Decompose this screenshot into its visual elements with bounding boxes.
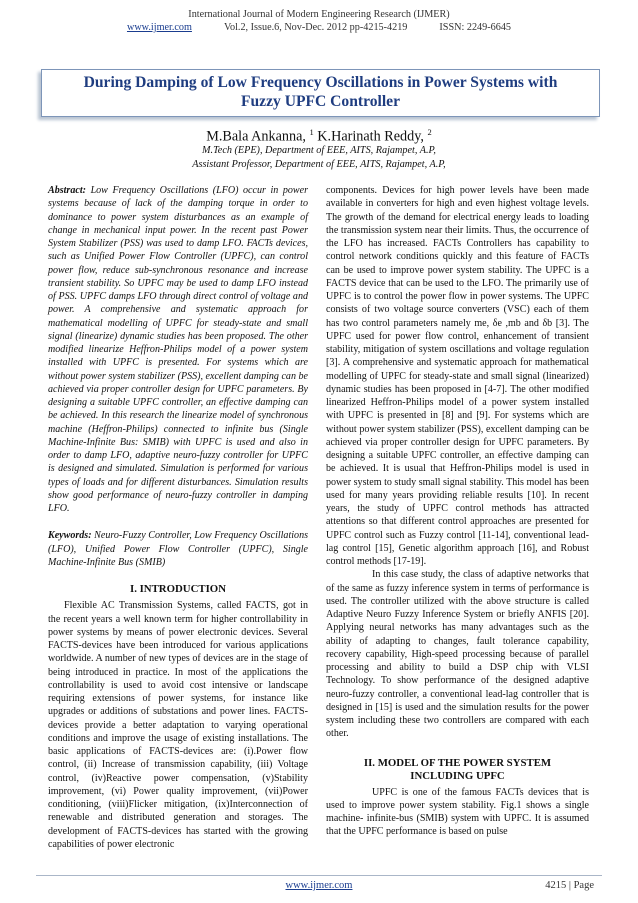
- left-column: [48, 184, 308, 851]
- page-footer: [0, 880, 638, 894]
- author-list: [0, 124, 638, 146]
- case-study-paragraph: In this case study, the class of adaptive networks that of the same as fuzzy inference system in terms of performance is used. The controller utilized with the above structure is called Adaptive Neuro Fuzzy Inference System or briefly ANFIS [20]. Applying neural networks has many advantages such as the ability of adapting to changes, fault tolerance capability, recovery capability, High-speed processing because of parallel processing and ability to build a DSP chip with VLSI Technology. To show performance of the designed adaptive neuro-fuzzy controller, a conventional lead-lag controller that is designed in [15] is used and the simulation results for the power system including these two controllers are compared with each other.: [326, 569, 589, 740]
- page-number: 4215 | Page: [545, 880, 594, 891]
- author-1: M.Bala Ankanna,: [206, 128, 306, 145]
- keywords-label: Keywords:: [48, 530, 92, 542]
- title-line-2: Fuzzy UPFC Controller: [240, 93, 401, 110]
- section-2-heading-line-1: II. MODEL OF THE POWER SYSTEM: [363, 756, 552, 769]
- keywords: [48, 529, 308, 569]
- affiliations: [0, 144, 638, 171]
- paper-title-box: [41, 69, 600, 117]
- affiliation-1: M.Tech (EPE), Department of EEE, AITS, Rajampet, A.P,: [202, 145, 436, 156]
- intro-paragraph: Flexible AC Transmission Systems, called FACTS, got in the recent years a well known term for higher controllability in power systems by means of power electronic devices. Several FACTS-devices have been introduced for various applications worldwide. A number of new types of devices are in the stage of being introduced in practice. In most of the applications the controllability is used to avoid cost intensive or landscape requiring extensions of power systems, for instance like upgrades or additions of substations and power lines. FACTS-devices provide a better adaptation to varying operational conditions and improve the usage of existing installations. The basic applications of FACTS-devices are: (i).Power flow control, (ii) Increase of transmission capability, (iii) Voltage control, (iv)Reactive power compensation, (v)Stability improvement, (vi) Power quality improvement, (vii)Power conditioning, (viii)Flicker mitigation, (ix)Interconnection of renewable and distributed generation and storages. The development of FACTS-devices has started with the growing capabilities of power electronic: [48, 600, 308, 850]
- journal-header: [0, 8, 638, 34]
- section-2-heading-line-2: INCLUDING UPFC: [410, 769, 505, 782]
- author-2: K.Harinath Reddy,: [317, 128, 424, 145]
- journal-url-link[interactable]: www.ijmer.com: [126, 22, 192, 33]
- author-2-mark: 2: [427, 127, 432, 137]
- journal-meta-row: [0, 21, 638, 34]
- abstract: [48, 184, 308, 515]
- model-paragraph: UPFC is one of the famous FACTs devices that is used to improve power system stability. Fig.1 shows a single machine- infinite-bus (SMIB) system with UPFC. It is assumed that the UPFC performance is based on pulse: [326, 786, 589, 838]
- paper-title: [42, 70, 599, 111]
- section-2-heading: [326, 757, 589, 783]
- footer-url-link[interactable]: www.ijmer.com: [285, 880, 353, 891]
- journal-issn: ISSN: 2249-6645: [439, 22, 512, 33]
- journal-name: International Journal of Modern Engineering Research (IJMER): [188, 9, 450, 20]
- journal-volume: Vol.2, Issue.6, Nov-Dec. 2012 pp-4215-4219: [223, 22, 408, 33]
- affiliation-2: Assistant Professor, Department of EEE, AITS, Rajampet, A.P,: [192, 158, 446, 170]
- keywords-text: Neuro-Fuzzy Controller, Low Frequency Oscillations (LFO), Unified Power Flow Controller (UPFC), Single Machine-Infinite Bus (SMIB): [48, 530, 308, 568]
- author-1-mark: 1: [309, 127, 314, 137]
- title-line-1: During Damping of Low Frequency Oscillations in Power Systems with: [83, 74, 558, 91]
- intro-paragraph-continued: components. Devices for high power levels have been made available in converters for high and even highest voltage levels. The growth of the demand for electrical energy leads to loading the transmission system near their limits. Thus, the occurrence of the LFO has increased. FACTs Controllers has capability to control network conditions quickly and this feature of FACTs can be used to improve power system stability. The UPFC is a FACTS device that can be used to the LFO. The primarily use of UPFC is to control the power flow in power systems. The UPFC consists of two voltage source converters (VSC) each of them has two control parameters namely me, δe ,mb and δb [3]. The UPFC used for power flow control, enhancement of transient stability, mitigation of system oscillations and voltage regulation [3]. A comprehensive and systematic approach for mathematical modelling of UPFC for steady-state and small signal (linearized) dynamic studies has been proposed in [4-7]. The other modified linearized Heffron-Philips model of a power system installed with UPFC is presented in [8] and [9]. For systems which are without power system stabilizer (PSS), excellent damping can be achieved via proper controller design for UPFC parameters. By designing a suitable UPFC controller, an effective damping can be achieved. It is usual that Heffron-Philips model is used in power system to study small signal stability. This model has been used for many years providing reliable results [10]. In recent years, the study of UPFC control methods has attracted attentions so that different control approaches are presented for UPFC control such as Fuzzy control [11-14], conventional lead-lag control [15], Genetic algorithm approach [16], and Robust control methods [17-19].: [326, 185, 589, 567]
- abstract-text: Low Frequency Oscillations (LFO) occur in power systems because of lack of the damping torque in order to dominance to power system disturbances as an example of change in mechanical input power. In the recent past Power System Stabilizer (PSS) was used to damp LFO. FACTs devices, such as Unified Power Flow Controller (UPFC), can control power flow, reduce sub-synchronous resonance and increase transient stability. So UPFC may be used to damp LFO instead of PSS. UPFC damps LFO through direct control of voltage and power. A comprehensive and systematic approach for mathematical modelling of UPFC for steady-state and small signal (linearize) dynamic studies has been proposed. The other modified linearize Heffron-Philips model of a power system installed with UPFC is presented. For systems which are without power system stabilizer (PSS), excellent damping can be achieved via proper controller design for UPFC parameters. By designing a suitable UPFC controller, an effective damping can be achieved. In this research the linearize model of synchronous machine (Heffron-Philips) connected to infinite bus (Single Machine-Infinite Bus: SMIB) with UPFC is used and also in order to damp LFO, adaptive neuro-fuzzy controller for UPFC is designed and simulated. Simulation is performed for various types of loads and for different disturbances. Simulation results show good performance of neuro-fuzzy controller in damping LFO.: [48, 185, 308, 514]
- right-column: [326, 184, 589, 839]
- section-1-heading: I. INTRODUCTION: [130, 583, 226, 595]
- abstract-label: Abstract:: [48, 185, 86, 196]
- footer-divider: [36, 875, 602, 876]
